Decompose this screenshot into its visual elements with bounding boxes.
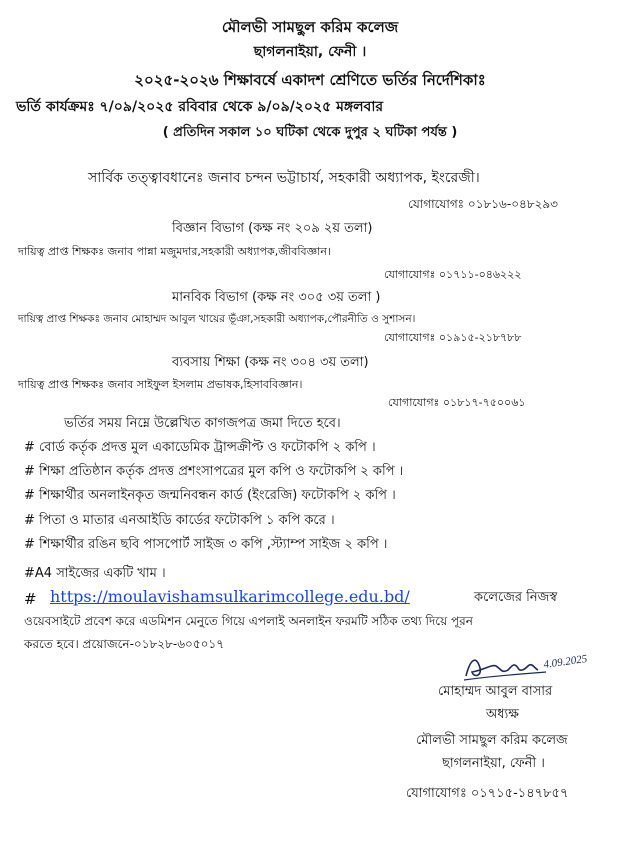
science-teacher: দায়িত্ব প্রাপ্ত শিক্ষকঃ জনাব পান্না মজুমদার,সহকারী অধ্যাপক,জীববিজ্ঞান। <box>18 245 331 258</box>
online-after-url: কলেজের নিজস্ব <box>474 590 558 605</box>
business-contact: যোগাযোগঃ ০১৮১৭-৭৫০০৬১ <box>388 396 526 409</box>
document-item: # শিক্ষার্থীর রঙিন ছবি পাসপোর্ট সাইজ ৩ কপি ,স্ট্যাম্প সাইজ ২ কপি । <box>24 537 388 552</box>
college-location: ছাগলনাইয়া, ফেনী । <box>253 44 367 60</box>
business-teacher: দায়িত্ব প্রাপ্ত শিক্ষকঃ জনাব সাইফুল ইসলাম প্রভাষক,হিসাববিজ্ঞান। <box>18 378 303 391</box>
admission-timing: ( প্রতিদিন সকাল ১০ ঘটিকা থেকে দুপুর ২ ঘটিকা পর্যন্ত ) <box>162 125 458 140</box>
page-title: ২০২৫-২০২৬ শিক্ষাবর্ষে একাদশ শ্রেণিতে ভর্তির নির্দেশিকাঃ <box>134 71 486 89</box>
principal-designation: অধ্যক্ষ <box>486 707 519 722</box>
online-instruction: ওয়েবসাইটে প্রবেশ করে এডমিশন মেনুতে গিয়ে এপলাই অনলাইন ফরমটি সঠিক তথ্য দিয়ে পূরন <box>24 614 473 628</box>
humanities-teacher: দায়িত্ব প্রাপ্ত শিক্ষকঃ জনাব মোহাম্মদ আবুল খায়ের ভূঁঞা,সহকারী অধ্যাপক,পৌরনীতি ও সুশাসন। <box>18 313 416 325</box>
document-item: # শিক্ষা প্রতিষ্ঠান কর্তৃক প্রদত্ত প্রশংসাপত্রের মুল কপি ও ফটোকপি ২ কপি । <box>24 464 404 479</box>
college-website-link[interactable]: https://moulavishamsulkarimcollege.edu.bd/ <box>50 587 410 606</box>
document-item: # শিক্ষার্থীর অনলাইনকৃত জন্মনিবন্ধন কার্ড (ইংরেজি) ফটোকপি ২ কপি । <box>24 488 396 503</box>
principal-contact: যোগাযোগঃ ০১৭১৫-১৪৭৮৫৭ <box>406 786 569 801</box>
documents-heading: ভর্তির সময় নিম্নে উল্লেখিত কাগজপত্র জমা দিতে হবে। <box>64 416 341 431</box>
principal-signature <box>462 646 590 686</box>
science-contact: যোগাযোগঃ ০১৭১১-০৪৬২২২ <box>384 268 522 281</box>
document-item: # বোর্ড কর্তৃক প্রদত্ত মুল একাডেমিক ট্রান্সক্রীপ্ট ও ফটোকপি ২ কপি । <box>24 440 376 455</box>
supervision-contact: যোগাযোগঃ ০১৮১৬-০৪৮২৯৩ <box>408 197 558 211</box>
envelope-item: #A4 সাইজের একটি খাম । <box>24 566 166 581</box>
supervision-text: সার্বিক তত্ত্বাবধানেঃ জনাব চন্দন ভট্টাচার্য, সহকারী অধ্যাপক, ইংরেজী। <box>88 170 480 186</box>
college-name: মৌলভী সামছুল করিম কলেজ <box>221 18 399 36</box>
humanities-department-heading: মানবিক বিভাগ (কক্ষ নং ৩০৫ ৩য় তলা ) <box>172 290 381 305</box>
signatory-location: ছাগলনাইয়া, ফেনী । <box>442 756 545 771</box>
signature-date: 4.09.2025 <box>542 652 588 671</box>
business-department-heading: ব্যবসায় শিক্ষা (কক্ষ নং ৩০৪ ৩য় তলা) <box>172 355 369 370</box>
humanities-contact: যোগাযোগঃ ০১৯১৫-২১৮৭৮৮ <box>384 331 522 344</box>
document-item: # পিতা ও মাতার এনআইডি কার্ডের ফটোকপি ১ কপি করে । <box>24 513 335 528</box>
science-department-heading: বিজ্ঞান বিভাগ (কক্ষ নং ২০৯ ২য় তলা) <box>172 221 373 236</box>
online-instruction-end: করতে হবে। প্রয়োজনে-০১৮২৮-৬০৫০১৭ <box>24 637 225 651</box>
signatory-college: মৌলভী সামছুল করিম কলেজ <box>416 733 568 748</box>
online-hash: # <box>24 590 37 608</box>
principal-name: মোহাম্মদ আবুল বাসার <box>438 684 553 699</box>
admission-schedule: ভর্তি কার্যক্রমঃ ৭/০৯/২০২৫ রবিবার থেকে ৯/০৯/২০২৫ মঙ্গলবার <box>16 99 384 115</box>
